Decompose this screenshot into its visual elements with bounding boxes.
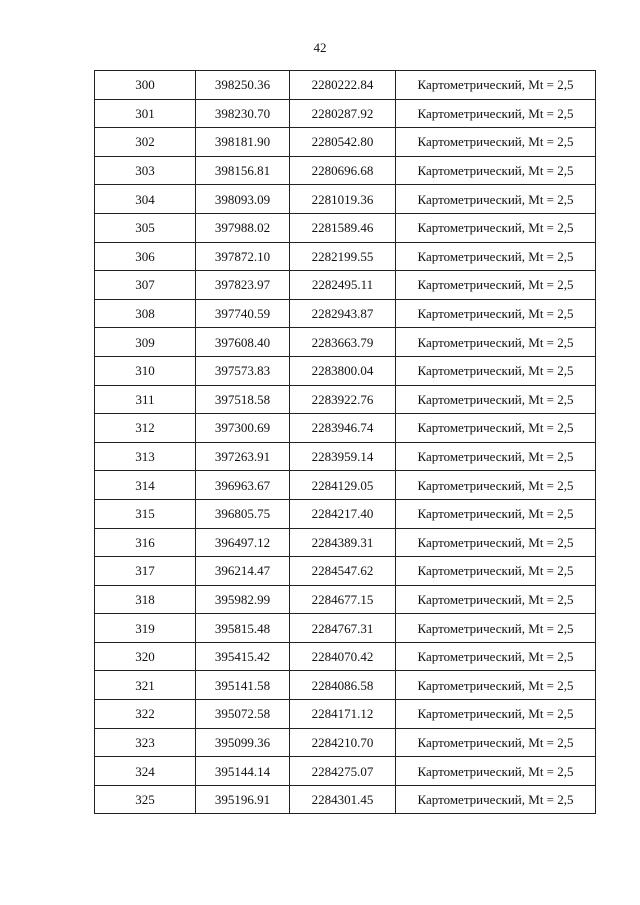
y-coordinate-cell: 2283800.04 bbox=[290, 356, 396, 385]
table-row bbox=[95, 271, 596, 300]
method-cell: Картометрический, Mt = 2,5 bbox=[396, 671, 596, 700]
method-cell: Картометрический, Mt = 2,5 bbox=[396, 700, 596, 729]
table-row bbox=[95, 385, 596, 414]
y-coordinate-cell: 2284070.42 bbox=[290, 642, 396, 671]
x-coordinate-cell: 395982.99 bbox=[196, 585, 290, 614]
point-number-cell: 316 bbox=[95, 528, 196, 557]
y-coordinate-cell: 2284086.58 bbox=[290, 671, 396, 700]
table-row bbox=[95, 128, 596, 157]
method-cell: Картометрический, Mt = 2,5 bbox=[396, 442, 596, 471]
table-row bbox=[95, 442, 596, 471]
x-coordinate-cell: 398181.90 bbox=[196, 128, 290, 157]
x-coordinate-cell: 398230.70 bbox=[196, 99, 290, 128]
method-cell: Картометрический, Mt = 2,5 bbox=[396, 728, 596, 757]
x-coordinate-cell: 395415.42 bbox=[196, 642, 290, 671]
x-coordinate-cell: 396963.67 bbox=[196, 471, 290, 500]
table-row bbox=[95, 528, 596, 557]
point-number-cell: 303 bbox=[95, 156, 196, 185]
table-row bbox=[95, 614, 596, 643]
y-coordinate-cell: 2281589.46 bbox=[290, 213, 396, 242]
y-coordinate-cell: 2282943.87 bbox=[290, 299, 396, 328]
table-row bbox=[95, 328, 596, 357]
table-row bbox=[95, 156, 596, 185]
table-row bbox=[95, 757, 596, 786]
point-number-cell: 320 bbox=[95, 642, 196, 671]
point-number-cell: 311 bbox=[95, 385, 196, 414]
table-row bbox=[95, 99, 596, 128]
y-coordinate-cell: 2284547.62 bbox=[290, 557, 396, 586]
point-number-cell: 312 bbox=[95, 414, 196, 443]
point-number-cell: 324 bbox=[95, 757, 196, 786]
method-cell: Картометрический, Mt = 2,5 bbox=[396, 642, 596, 671]
page-number: 42 bbox=[313, 40, 327, 55]
y-coordinate-cell: 2284275.07 bbox=[290, 757, 396, 786]
table-row bbox=[95, 471, 596, 500]
point-number-cell: 310 bbox=[95, 356, 196, 385]
table-row bbox=[95, 499, 596, 528]
x-coordinate-cell: 398250.36 bbox=[196, 71, 290, 100]
x-coordinate-cell: 395099.36 bbox=[196, 728, 290, 757]
y-coordinate-cell: 2284210.70 bbox=[290, 728, 396, 757]
x-coordinate-cell: 397518.58 bbox=[196, 385, 290, 414]
method-cell: Картометрический, Mt = 2,5 bbox=[396, 528, 596, 557]
coordinates-table bbox=[94, 70, 596, 814]
point-number-cell: 300 bbox=[95, 71, 196, 100]
x-coordinate-cell: 397823.97 bbox=[196, 271, 290, 300]
method-cell: Картометрический, Mt = 2,5 bbox=[396, 585, 596, 614]
y-coordinate-cell: 2284171.12 bbox=[290, 700, 396, 729]
method-cell: Картометрический, Mt = 2,5 bbox=[396, 99, 596, 128]
method-cell: Картометрический, Mt = 2,5 bbox=[396, 614, 596, 643]
x-coordinate-cell: 395144.14 bbox=[196, 757, 290, 786]
x-coordinate-cell: 396214.47 bbox=[196, 557, 290, 586]
table-row bbox=[95, 242, 596, 271]
x-coordinate-cell: 398093.09 bbox=[196, 185, 290, 214]
y-coordinate-cell: 2284389.31 bbox=[290, 528, 396, 557]
x-coordinate-cell: 396497.12 bbox=[196, 528, 290, 557]
point-number-cell: 302 bbox=[95, 128, 196, 157]
y-coordinate-cell: 2284767.31 bbox=[290, 614, 396, 643]
table-row bbox=[95, 785, 596, 814]
y-coordinate-cell: 2283663.79 bbox=[290, 328, 396, 357]
x-coordinate-cell: 395815.48 bbox=[196, 614, 290, 643]
coordinates-table-body bbox=[95, 71, 596, 814]
point-number-cell: 325 bbox=[95, 785, 196, 814]
method-cell: Картометрический, Mt = 2,5 bbox=[396, 242, 596, 271]
x-coordinate-cell: 397872.10 bbox=[196, 242, 290, 271]
point-number-cell: 321 bbox=[95, 671, 196, 700]
x-coordinate-cell: 395072.58 bbox=[196, 700, 290, 729]
y-coordinate-cell: 2280287.92 bbox=[290, 99, 396, 128]
table-row bbox=[95, 585, 596, 614]
point-number-cell: 309 bbox=[95, 328, 196, 357]
x-coordinate-cell: 397740.59 bbox=[196, 299, 290, 328]
method-cell: Картометрический, Mt = 2,5 bbox=[396, 71, 596, 100]
x-coordinate-cell: 397988.02 bbox=[196, 213, 290, 242]
point-number-cell: 323 bbox=[95, 728, 196, 757]
y-coordinate-cell: 2282495.11 bbox=[290, 271, 396, 300]
y-coordinate-cell: 2280542.80 bbox=[290, 128, 396, 157]
table-row bbox=[95, 299, 596, 328]
y-coordinate-cell: 2284129.05 bbox=[290, 471, 396, 500]
point-number-cell: 304 bbox=[95, 185, 196, 214]
table-row bbox=[95, 671, 596, 700]
method-cell: Картометрический, Mt = 2,5 bbox=[396, 299, 596, 328]
method-cell: Картометрический, Mt = 2,5 bbox=[396, 328, 596, 357]
method-cell: Картометрический, Mt = 2,5 bbox=[396, 271, 596, 300]
table-row bbox=[95, 642, 596, 671]
method-cell: Картометрический, Mt = 2,5 bbox=[396, 356, 596, 385]
method-cell: Картометрический, Mt = 2,5 bbox=[396, 156, 596, 185]
table-row bbox=[95, 557, 596, 586]
point-number-cell: 317 bbox=[95, 557, 196, 586]
y-coordinate-cell: 2280222.84 bbox=[290, 71, 396, 100]
point-number-cell: 313 bbox=[95, 442, 196, 471]
table-row bbox=[95, 213, 596, 242]
method-cell: Картометрический, Mt = 2,5 bbox=[396, 128, 596, 157]
point-number-cell: 322 bbox=[95, 700, 196, 729]
point-number-cell: 318 bbox=[95, 585, 196, 614]
point-number-cell: 308 bbox=[95, 299, 196, 328]
method-cell: Картометрический, Mt = 2,5 bbox=[396, 499, 596, 528]
method-cell: Картометрический, Mt = 2,5 bbox=[396, 785, 596, 814]
y-coordinate-cell: 2284677.15 bbox=[290, 585, 396, 614]
method-cell: Картометрический, Mt = 2,5 bbox=[396, 557, 596, 586]
point-number-cell: 301 bbox=[95, 99, 196, 128]
point-number-cell: 307 bbox=[95, 271, 196, 300]
table-row bbox=[95, 71, 596, 100]
x-coordinate-cell: 397608.40 bbox=[196, 328, 290, 357]
x-coordinate-cell: 395196.91 bbox=[196, 785, 290, 814]
x-coordinate-cell: 398156.81 bbox=[196, 156, 290, 185]
x-coordinate-cell: 397300.69 bbox=[196, 414, 290, 443]
y-coordinate-cell: 2283922.76 bbox=[290, 385, 396, 414]
y-coordinate-cell: 2284301.45 bbox=[290, 785, 396, 814]
point-number-cell: 319 bbox=[95, 614, 196, 643]
x-coordinate-cell: 396805.75 bbox=[196, 499, 290, 528]
method-cell: Картометрический, Mt = 2,5 bbox=[396, 185, 596, 214]
y-coordinate-cell: 2281019.36 bbox=[290, 185, 396, 214]
table-row bbox=[95, 356, 596, 385]
point-number-cell: 306 bbox=[95, 242, 196, 271]
y-coordinate-cell: 2283959.14 bbox=[290, 442, 396, 471]
point-number-cell: 314 bbox=[95, 471, 196, 500]
table-row bbox=[95, 728, 596, 757]
x-coordinate-cell: 397263.91 bbox=[196, 442, 290, 471]
table-row bbox=[95, 185, 596, 214]
table-row bbox=[95, 414, 596, 443]
table-row bbox=[95, 700, 596, 729]
method-cell: Картометрический, Mt = 2,5 bbox=[396, 385, 596, 414]
y-coordinate-cell: 2280696.68 bbox=[290, 156, 396, 185]
point-number-cell: 305 bbox=[95, 213, 196, 242]
y-coordinate-cell: 2284217.40 bbox=[290, 499, 396, 528]
method-cell: Картометрический, Mt = 2,5 bbox=[396, 213, 596, 242]
y-coordinate-cell: 2282199.55 bbox=[290, 242, 396, 271]
x-coordinate-cell: 397573.83 bbox=[196, 356, 290, 385]
method-cell: Картометрический, Mt = 2,5 bbox=[396, 757, 596, 786]
x-coordinate-cell: 395141.58 bbox=[196, 671, 290, 700]
method-cell: Картометрический, Mt = 2,5 bbox=[396, 471, 596, 500]
method-cell: Картометрический, Mt = 2,5 bbox=[396, 414, 596, 443]
y-coordinate-cell: 2283946.74 bbox=[290, 414, 396, 443]
point-number-cell: 315 bbox=[95, 499, 196, 528]
